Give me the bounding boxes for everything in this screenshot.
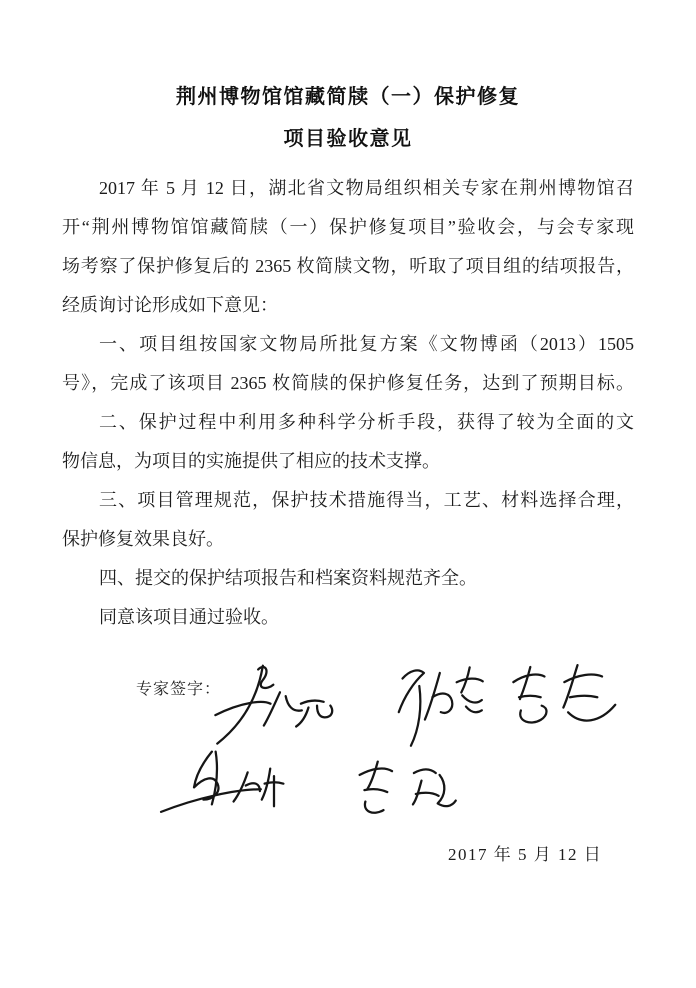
- document-title-line2: 项目验收意见: [283, 128, 413, 150]
- body-line: 开“荆州博物馆馆藏简牍（一）保护修复项目”验收会，与会专家现: [62, 217, 634, 237]
- body-line: 二、保护过程中利用多种科学分析手段，获得了较为全面的文: [99, 412, 634, 432]
- body-line: 四、提交的保护结项报告和档案资料规范齐全。: [99, 568, 477, 588]
- body-line: 同意该项目通过验收。: [99, 607, 279, 627]
- body-line: 号》，完成了该项目 2365 枚简牍的保护修复任务，达到了预期目标。: [62, 373, 634, 393]
- body-line: 物信息，为项目的实施提供了相应的技术支撑。: [62, 451, 440, 471]
- signature-4-image: [152, 746, 300, 826]
- signature-1-image: [205, 660, 335, 755]
- signature-5-image: [346, 754, 458, 832]
- document-body: [62, 169, 634, 637]
- expert-signature-label: 专家签字：: [136, 681, 222, 698]
- signature-3-image: [502, 656, 620, 746]
- body-line: 经质询讨论形成如下意见：: [62, 295, 278, 315]
- body-line: 一、项目组按国家文物局所批复方案《文物博函（2013）1505: [99, 334, 634, 354]
- signature-2-image: [382, 658, 507, 756]
- body-line: 场考察了保护修复后的 2365 枚简牍文物，听取了项目组的结项报告，: [62, 256, 634, 276]
- document-title-line1: 荆州博物馆馆藏简牍（一）保护修复: [176, 86, 520, 108]
- body-line: 2017 年 5 月 12 日，湖北省文物局组织相关专家在荆州博物馆召: [99, 178, 634, 198]
- document-date: 2017 年 5 月 12 日: [448, 845, 603, 864]
- body-line: 三、项目管理规范，保护技术措施得当，工艺、材料选择合理，: [99, 490, 634, 510]
- body-line: 保护修复效果良好。: [62, 529, 224, 549]
